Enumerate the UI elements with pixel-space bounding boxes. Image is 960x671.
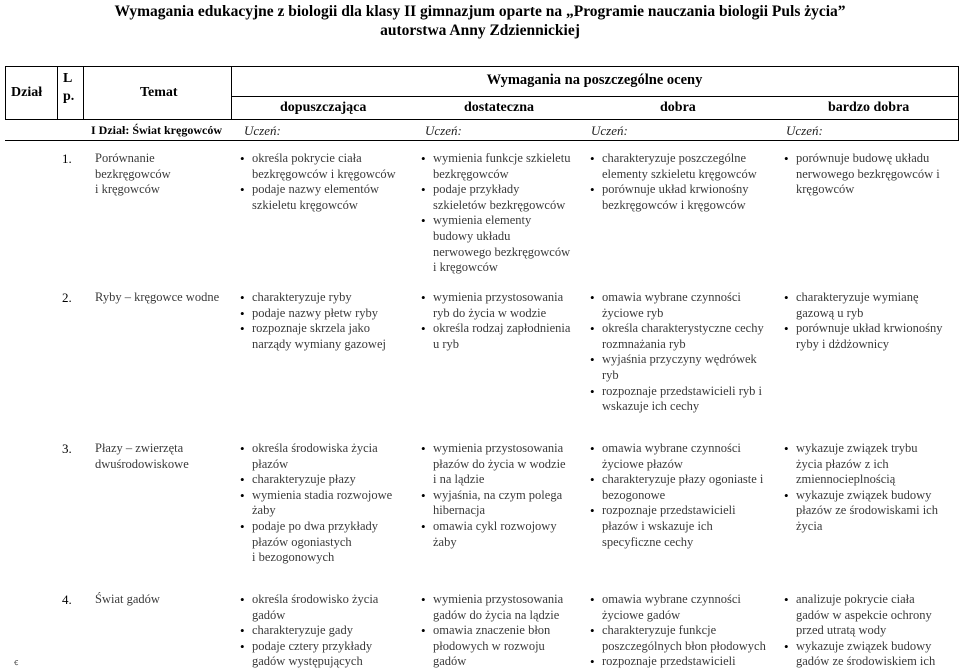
requirement-line: • charakteryzuje gady: [252, 623, 353, 638]
requirement-line: życiowe gadów: [602, 607, 681, 622]
requirement-line: • określa środowiska życia: [252, 441, 378, 455]
grade-cell-1: [240, 441, 415, 566]
requirement-line: • wymienia przystosowania: [433, 592, 564, 606]
requirement-line: • analizuje pokrycie ciała: [796, 592, 915, 606]
requirement-item: [590, 352, 780, 383]
requirement-line: • porównuje układ krwionośny: [796, 321, 943, 336]
requirement-list: [240, 290, 415, 352]
requirement-item: [421, 592, 586, 623]
requirement-line: gadów: [252, 607, 286, 622]
requirement-line: bezkręgowców i kręgowców: [252, 166, 396, 181]
grade-cell-3: [590, 290, 780, 415]
requirement-item: [590, 472, 780, 503]
requirement-line: • charakteryzuje poszczególne: [602, 151, 747, 165]
requirement-line: • wykazuje związek budowy: [796, 487, 932, 502]
row-topic: [95, 592, 235, 608]
requirement-item: [784, 441, 956, 488]
requirement-item: [240, 592, 415, 623]
requirement-line: • wykazuje związek budowy: [796, 638, 932, 653]
requirement-line: • wymienia przystosowania: [433, 290, 564, 304]
requirement-line: • wyjaśnia, na czym polega: [433, 487, 563, 502]
page-mark: ꞓ: [14, 657, 19, 667]
topic-line: Ryby – kręgowce wodne: [95, 290, 220, 304]
requirement-line: rozmnażania ryb: [602, 336, 686, 351]
requirement-line: • charakteryzuje płazy: [252, 472, 356, 487]
section-bottom-line: [5, 140, 958, 141]
requirement-item: [240, 519, 415, 566]
requirement-line: budowy układu: [433, 228, 511, 243]
requirement-line: • omawia znaczenie błon: [433, 623, 551, 638]
requirement-line: • omawia wybrane czynności: [602, 592, 741, 606]
requirement-list: [784, 151, 956, 198]
requirement-line: i kręgowców: [433, 260, 498, 275]
requirement-line: bezkręgowców i kręgowców: [602, 197, 746, 212]
requirement-list: [240, 441, 415, 566]
requirement-line: gadów: [433, 654, 467, 669]
table-right-border: [958, 66, 959, 141]
grade-cell-3: [590, 592, 780, 670]
requirement-line: • porównuje układ krwionośny: [602, 182, 749, 197]
topic-line: bezkręgowców: [95, 166, 171, 181]
grade-cell-4: [784, 290, 956, 352]
requirement-line: płodowych w rozwoju: [433, 638, 545, 653]
requirement-line: narządy wymiany gazowej: [252, 336, 386, 351]
requirement-item: [590, 321, 780, 352]
requirement-item: [240, 488, 415, 519]
header-wymagania: Wymagania na poszczególne oceny: [486, 72, 703, 88]
requirement-list: [421, 592, 586, 670]
requirement-item: [590, 384, 780, 415]
row-topic: [95, 441, 235, 472]
requirement-line: • porównuje budowę układu: [796, 151, 930, 165]
requirement-line: gadów ze środowiskiem ich: [796, 654, 936, 669]
requirement-line: poszczególnych błon płodowych: [602, 638, 766, 653]
requirement-line: i bezogonowych: [252, 550, 335, 565]
requirement-line: • podaje po dwa przykłady: [252, 518, 379, 533]
row-number: 2.: [62, 290, 72, 305]
grade-cell-4: [784, 151, 956, 198]
row-number: 3.: [62, 441, 72, 456]
grade-cell-2: [421, 290, 586, 352]
requirement-line: • wyjaśnia przyczyny wędrówek: [602, 352, 757, 367]
grade-bardzo-dobra: bardzo dobra: [828, 100, 910, 115]
requirement-line: hibernacja: [433, 503, 486, 518]
grade-cell-1: [240, 290, 415, 352]
requirement-line: nerwowego bezkręgowców i: [796, 166, 940, 181]
table-left-border: [5, 66, 6, 120]
requirement-line: żaby: [252, 503, 276, 518]
requirement-item: [784, 592, 956, 639]
requirement-list: [590, 151, 780, 213]
requirement-line: życiowe płazów: [602, 456, 683, 471]
requirement-line: • określa rodzaj zapłodnienia: [433, 321, 571, 336]
topic-line: Świat gadów: [95, 592, 160, 606]
grade-cell-2: [421, 441, 586, 550]
grade-cell-4: [784, 441, 956, 535]
grade-cell-3: [590, 441, 780, 550]
requirement-line: • wymienia stadia rozwojowe: [252, 487, 393, 502]
requirement-item: [784, 321, 956, 352]
requirement-line: gazową u ryb: [796, 305, 864, 320]
col-divider-lp: [57, 66, 58, 120]
requirement-item: [240, 472, 415, 488]
uczen-label-4: Uczeń:: [786, 123, 823, 138]
grade-cell-3: [590, 151, 780, 213]
requirement-line: • charakteryzuje wymianę: [796, 290, 919, 304]
requirement-line: ryb: [602, 367, 619, 382]
requirement-line: • omawia wybrane czynności: [602, 441, 741, 455]
document-title: [0, 2, 960, 40]
header-dzial: Dział: [11, 85, 43, 100]
requirement-line: • określa charakterystyczne cechy: [602, 321, 764, 336]
requirement-line: szkieletu kręgowców: [252, 197, 358, 212]
requirement-line: życiowe ryb: [602, 305, 664, 320]
grade-cell-1: [240, 151, 415, 213]
requirement-item: [590, 290, 780, 321]
requirement-item: [421, 151, 586, 182]
uczen-label-2: Uczeń:: [425, 123, 462, 138]
requirement-line: • rozpoznaje przedstawicieli ryb i: [602, 383, 762, 398]
requirement-list: [590, 592, 780, 670]
requirement-list: [590, 290, 780, 415]
grade-dobra: dobra: [660, 100, 696, 115]
title-line-2: autorstwa Anny Zdziennickiej: [380, 22, 580, 39]
uczen-label-1: Uczeń:: [244, 123, 281, 138]
requirement-line: • podaje cztery przykłady: [252, 638, 373, 653]
requirement-line: • omawia wybrane czynności: [602, 290, 741, 304]
requirement-line: • podaje nazwy elementów: [252, 182, 380, 197]
requirement-line: specyficzne cechy: [602, 534, 694, 549]
requirement-line: ryby i dżdżownicy: [796, 336, 890, 351]
title-line-1: Wymagania edukacyjne z biologii dla klasy II gimnazjum oparte na „Programie nauczania biologii Puls życia”: [114, 3, 846, 20]
requirement-item: [240, 151, 415, 182]
requirement-line: bezogonowe: [602, 487, 666, 502]
header-split-line: [231, 96, 958, 97]
requirement-line: żaby: [433, 534, 457, 549]
requirement-list: [240, 592, 415, 670]
requirement-line: • charakteryzuje funkcje: [602, 623, 717, 638]
requirement-line: • rozpoznaje przedstawicieli: [602, 503, 736, 518]
topic-line: i kręgowców: [95, 182, 160, 197]
requirement-line: • rozpoznaje skrzela jako: [252, 321, 370, 336]
requirement-line: wskazuje ich cechy: [602, 399, 700, 414]
requirement-line: płazów ze środowiskami ich: [796, 503, 938, 518]
requirement-line: gadów występujących: [252, 654, 363, 669]
grade-cell-1: [240, 592, 415, 670]
requirement-item: [240, 639, 415, 670]
col-divider-temat: [83, 66, 84, 120]
header-temat: Temat: [140, 85, 178, 100]
requirement-item: [240, 182, 415, 213]
requirement-item: [590, 654, 780, 670]
requirement-line: płazów do życia w wodzie: [433, 456, 566, 471]
requirement-line: • wymienia elementy: [433, 213, 532, 228]
requirement-item: [240, 623, 415, 639]
requirement-line: • określa środowisko życia: [252, 592, 379, 606]
requirement-item: [590, 182, 780, 213]
requirement-line: • wymienia funkcje szkieletu: [433, 151, 571, 165]
requirement-item: [590, 503, 780, 550]
requirement-line: bezkręgowców: [433, 166, 509, 181]
requirement-line: płazów i wskazuje ich: [602, 518, 713, 533]
requirement-line: u ryb: [433, 336, 460, 351]
header-lp: L p.: [63, 71, 75, 104]
requirement-line: • określa pokrycie ciała: [252, 151, 362, 165]
requirement-item: [240, 321, 415, 352]
requirement-line: • wymienia przystosowania: [433, 441, 564, 455]
table-top-border: [5, 66, 958, 67]
requirement-item: [590, 441, 780, 472]
requirement-item: [240, 441, 415, 472]
requirement-item: [784, 290, 956, 321]
requirement-item: [590, 151, 780, 182]
requirement-line: • omawia cykl rozwojowy: [433, 518, 557, 533]
requirement-item: [421, 488, 586, 519]
requirement-item: [240, 290, 415, 306]
requirement-list: [421, 290, 586, 352]
requirement-line: szkieletów bezkręgowców: [433, 197, 566, 212]
requirement-line: gadów w aspekcie ochrony: [796, 607, 932, 622]
requirement-list: [784, 441, 956, 535]
requirement-item: [421, 623, 586, 670]
row-topic: [95, 151, 235, 198]
requirement-line: • wykazuje związek trybu: [796, 441, 918, 455]
header-bottom-line: [5, 119, 958, 120]
requirement-item: [421, 441, 586, 488]
requirement-line: • podaje nazwy płetw ryby: [252, 305, 379, 320]
section-label: I Dział: Świat kręgowców: [91, 123, 222, 137]
requirement-item: [421, 519, 586, 550]
requirement-line: płazów ogoniastych: [252, 534, 352, 549]
grade-dopuszczajaca: dopuszczająca: [280, 100, 367, 115]
requirement-line: życia płazów z ich: [796, 456, 889, 471]
topic-line: Porównanie: [95, 151, 155, 165]
requirement-item: [590, 592, 780, 623]
requirement-item: [784, 151, 956, 198]
requirement-item: [421, 321, 586, 352]
requirement-list: [421, 151, 586, 276]
requirement-item: [240, 306, 415, 322]
requirement-line: gadów do życia na lądzie: [433, 607, 560, 622]
requirement-line: kręgowców: [796, 182, 855, 197]
requirement-list: [240, 151, 415, 213]
requirement-item: [784, 488, 956, 535]
grade-dostateczna: dostateczna: [464, 100, 534, 115]
requirement-line: ryb do życia w wodzie: [433, 305, 547, 320]
requirement-list: [421, 441, 586, 550]
grade-cell-2: [421, 151, 586, 276]
row-topic: [95, 290, 235, 306]
grade-cell-4: [784, 592, 956, 670]
requirement-list: [590, 441, 780, 550]
requirement-line: • podaje przykłady: [433, 182, 520, 197]
requirement-line: płazów: [252, 456, 289, 471]
topic-line: dwuśrodowiskowe: [95, 456, 189, 471]
row-number: 1.: [62, 151, 72, 166]
topic-line: Płazy – zwierzęta: [95, 441, 184, 455]
row-number: 4.: [62, 592, 72, 607]
requirement-line: zmiennocieplnością: [796, 472, 896, 487]
grade-cell-2: [421, 592, 586, 670]
requirement-line: • charakteryzuje płazy ogoniaste i: [602, 472, 764, 487]
requirement-list: [784, 592, 956, 670]
requirement-line: elementy szkieletu kręgowców: [602, 166, 757, 181]
requirement-line: • charakteryzuje ryby: [252, 290, 352, 304]
requirement-item: [421, 290, 586, 321]
requirement-line: nerwowego bezkręgowców: [433, 244, 571, 259]
requirement-line: przed utratą wody: [796, 623, 887, 638]
requirement-item: [590, 623, 780, 654]
requirement-item: [421, 182, 586, 213]
requirement-line: • rozpoznaje przedstawicieli: [602, 654, 736, 669]
requirement-line: i na lądzie: [433, 472, 485, 487]
requirement-list: [784, 290, 956, 352]
uczen-label-3: Uczeń:: [591, 123, 628, 138]
requirement-line: życia: [796, 518, 823, 533]
requirement-item: [784, 639, 956, 670]
requirement-item: [421, 213, 586, 275]
